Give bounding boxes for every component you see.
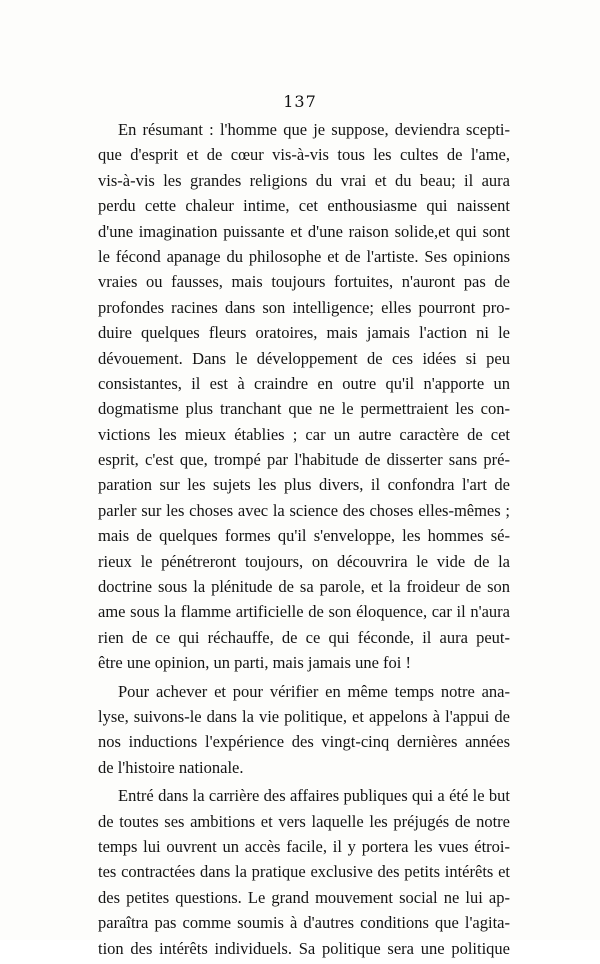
text-line: être une opinion, un parti, mais jamais une foi !	[98, 653, 411, 673]
text-line: paraîtra pas comme soumis à d'autres conditions que l'agita-	[98, 913, 510, 933]
text-line: doctrine sous la plénitude de sa parole, et la froideur de son	[98, 577, 510, 597]
text-line: duire quelques fleurs oratoires, mais jamais l'action ni le	[98, 323, 510, 343]
text-line: que d'esprit et de cœur vis-à-vis tous les cultes de l'ame,	[98, 145, 510, 165]
text-line: tion des intérêts individuels. Sa politique sera une politique	[98, 938, 510, 958]
text-line: de toutes ses ambitions et vers laquelle les préjugés de notre	[98, 811, 510, 831]
paragraph-1	[98, 117, 510, 676]
text-line: consistantes, il est à craindre en outre qu'il n'apporte un	[98, 373, 510, 393]
paragraph-2	[98, 679, 510, 781]
text-line: vraies ou fausses, mais toujours fortuites, n'auront pas de	[98, 272, 510, 292]
text-line: mais de quelques formes qu'il s'enveloppe, les hommes sé-	[98, 526, 510, 546]
text-line: lyse, suivons-le dans la vie politique, et appelons à l'appui de	[98, 706, 510, 726]
text-line: dévouement. Dans le développement de ces idées si peu	[98, 348, 510, 368]
text-line: Pour achever et pour vérifier en même temps notre ana-	[118, 681, 510, 701]
text-line: Entré dans la carrière des affaires publiques qui a été le but	[118, 786, 510, 806]
text-line: rieux le pénétreront toujours, on découvrira le vide de la	[98, 551, 510, 571]
text-line: profondes racines dans son intelligence; elles pourront pro-	[98, 297, 510, 317]
text-line: esprit, c'est que, trompé par l'habitude de disserter sans pré-	[98, 450, 510, 470]
text-line: le fécond apanage du philosophe et de l'artiste. Ses opinions	[98, 246, 510, 266]
text-line: vis-à-vis les grandes religions du vrai et du beau; il aura	[98, 170, 510, 190]
text-line: temps lui ouvrent un accès facile, il y portera les vues étroi-	[98, 836, 510, 856]
text-line: parler sur les choses avec la science des choses elles-mêmes ;	[98, 500, 510, 520]
text-line: rien de ce qui réchauffe, de ce qui féconde, il aura peut-	[98, 627, 510, 647]
page-number: 137	[283, 92, 317, 111]
text-line: ame sous la flamme artificielle de son éloquence, car il n'aura	[98, 602, 510, 622]
text-line: dogmatisme plus tranchant que ne le permettraient les con-	[98, 399, 510, 419]
text-line: nos inductions l'expérience des vingt-cinq dernières années	[98, 732, 510, 752]
text-line: tes contractées dans la pratique exclusive des petits intérêts et	[98, 862, 510, 882]
text-line: victions les mieux établies ; car un autre caractère de cet	[98, 424, 510, 444]
text-line: de l'histoire nationale.	[98, 757, 244, 777]
text-line: En résumant : l'homme que je suppose, deviendra scepti-	[118, 120, 510, 139]
body-text	[98, 117, 510, 964]
text-line: perdu cette chaleur intime, cet enthousiasme qui naissent	[98, 196, 510, 216]
paragraph-3	[98, 783, 510, 961]
text-line: des petites questions. Le grand mouvement social ne lui ap-	[98, 887, 510, 907]
text-line: paration sur les sujets les plus divers, il confondra l'art de	[98, 475, 510, 495]
text-line: d'une imagination puissante et d'une raison solide,et qui sont	[98, 221, 510, 241]
